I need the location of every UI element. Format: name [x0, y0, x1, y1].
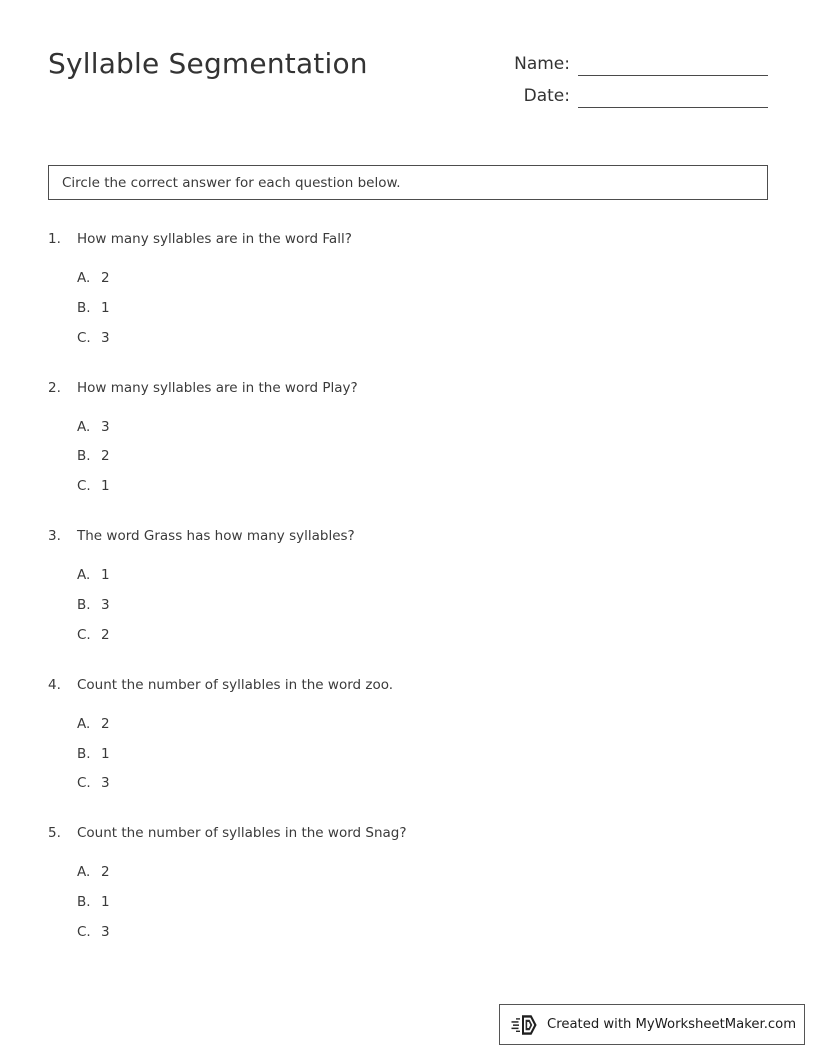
footer-text: Created with MyWorksheetMaker.com — [547, 1017, 797, 1032]
question-text: Count the number of syllables in the word Snag? — [77, 825, 407, 842]
question-number: 2. — [48, 379, 61, 396]
question-number: 5. — [48, 825, 61, 842]
worksheet-maker-logo-icon — [511, 1012, 541, 1038]
option-value: 1 — [101, 745, 110, 762]
option-row[interactable] — [77, 627, 768, 657]
option-value: 2 — [101, 715, 110, 732]
option-row[interactable] — [77, 300, 768, 330]
option-value: 3 — [101, 923, 110, 940]
date-label: Date: — [523, 86, 570, 106]
question-number: 3. — [48, 528, 61, 545]
options-list — [48, 864, 768, 953]
question-line — [48, 231, 768, 250]
option-letter: C. — [77, 329, 91, 346]
name-label: Name: — [514, 54, 570, 74]
question-text: How many syllables are in the word Play? — [77, 379, 358, 396]
questions-list — [48, 231, 768, 974]
option-value: 2 — [101, 864, 110, 881]
option-value: 3 — [101, 329, 110, 346]
option-letter: A. — [77, 715, 91, 732]
worksheet-header — [48, 44, 768, 124]
question-block — [48, 677, 768, 805]
question-text: The word Grass has how many syllables? — [77, 528, 355, 545]
question-line — [48, 380, 768, 399]
option-letter: C. — [77, 923, 91, 940]
option-value: 1 — [101, 299, 110, 316]
option-value: 2 — [101, 270, 110, 286]
option-row[interactable] — [77, 864, 768, 894]
student-info-fields — [498, 44, 768, 108]
option-row[interactable] — [77, 746, 768, 776]
options-list — [48, 419, 768, 508]
date-input-line[interactable] — [578, 85, 768, 108]
worksheet-maker-badge[interactable] — [499, 1004, 805, 1045]
options-list — [48, 716, 768, 805]
option-letter: B. — [77, 745, 91, 762]
name-input-line[interactable] — [578, 53, 768, 76]
question-block — [48, 231, 768, 359]
option-row[interactable] — [77, 330, 768, 360]
option-value: 2 — [101, 448, 110, 465]
option-letter: B. — [77, 894, 91, 911]
option-letter: B. — [77, 448, 91, 465]
option-row[interactable] — [77, 924, 768, 954]
option-row[interactable] — [77, 478, 768, 508]
option-row[interactable] — [77, 270, 768, 300]
question-line — [48, 677, 768, 696]
option-row[interactable] — [77, 894, 768, 924]
option-letter: B. — [77, 299, 91, 316]
option-value: 3 — [101, 596, 110, 613]
option-value: 3 — [101, 418, 110, 435]
option-letter: C. — [77, 626, 91, 643]
page-title: Syllable Segmentation — [48, 47, 368, 80]
option-row[interactable] — [77, 448, 768, 478]
option-value: 1 — [101, 894, 110, 911]
option-value: 2 — [101, 626, 110, 643]
question-block — [48, 528, 768, 656]
instruction-text: Circle the correct answer for each question below. — [62, 174, 401, 191]
options-list — [48, 270, 768, 359]
instruction-box — [48, 165, 768, 200]
question-number: 4. — [48, 676, 61, 693]
option-letter: C. — [77, 775, 91, 792]
option-row[interactable] — [77, 419, 768, 449]
question-text: How many syllables are in the word Fall? — [77, 231, 352, 247]
options-list — [48, 567, 768, 656]
name-field-row — [498, 44, 768, 76]
option-value: 1 — [101, 478, 110, 495]
question-line — [48, 528, 768, 547]
option-row[interactable] — [77, 567, 768, 597]
option-letter: A. — [77, 864, 91, 881]
option-letter: A. — [77, 418, 91, 435]
option-letter: A. — [77, 270, 91, 286]
option-row[interactable] — [77, 716, 768, 746]
option-value: 3 — [101, 775, 110, 792]
option-row[interactable] — [77, 775, 768, 805]
option-row[interactable] — [77, 597, 768, 627]
question-number: 1. — [48, 231, 61, 247]
question-block — [48, 380, 768, 508]
option-letter: B. — [77, 596, 91, 613]
option-letter: A. — [77, 567, 91, 584]
question-block — [48, 825, 768, 953]
option-value: 1 — [101, 567, 110, 584]
question-text: Count the number of syllables in the word zoo. — [77, 676, 394, 693]
option-letter: C. — [77, 478, 91, 495]
question-line — [48, 825, 768, 844]
date-field-row — [498, 76, 768, 108]
